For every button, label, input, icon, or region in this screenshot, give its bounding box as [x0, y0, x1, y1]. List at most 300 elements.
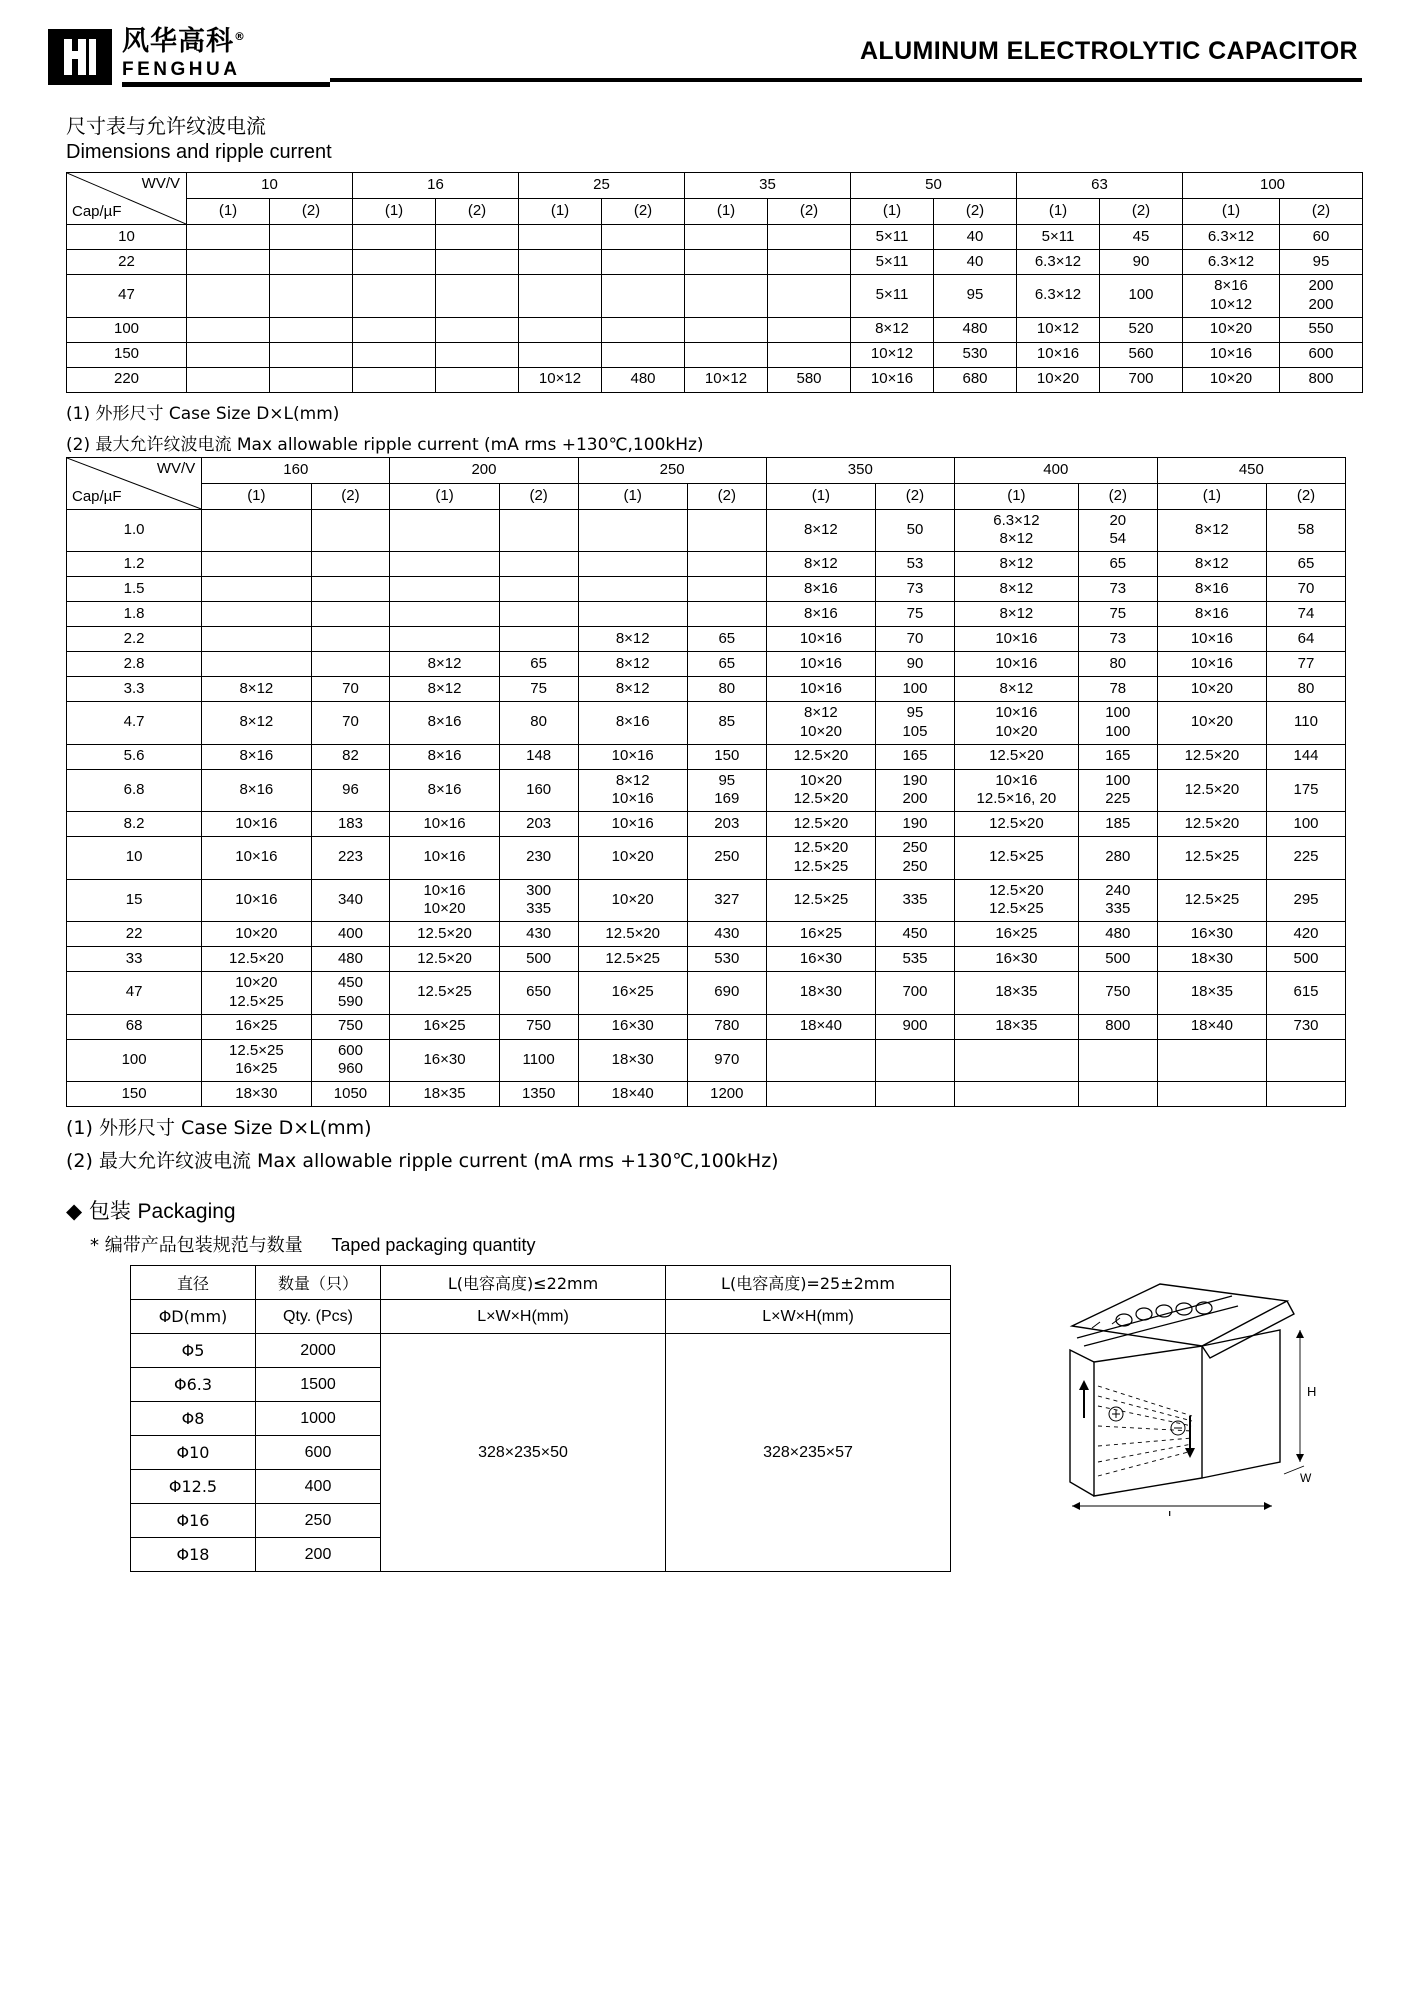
fenghua-logo-mark	[48, 29, 112, 85]
quantity-value: 1500	[256, 1368, 381, 1402]
table-cell	[390, 577, 499, 602]
table-cell: 96	[311, 769, 390, 812]
table-cell	[311, 627, 390, 652]
table-cell: 58	[1267, 509, 1346, 552]
table-cell	[602, 275, 685, 318]
section2-note-2: (2) 最大允许纹波电流 Max allowable ripple current (mA rms +130℃,100kHz)	[66, 1150, 779, 1172]
carton-size-small: 328×235×50	[381, 1334, 666, 1572]
table-cell	[602, 225, 685, 250]
table-cell: 12.5×20	[390, 947, 499, 972]
table-cell: 10×16	[766, 627, 875, 652]
capacitance-value: 100	[67, 317, 187, 342]
table-cell: 90	[1100, 250, 1183, 275]
packaging-title-cn: 包装	[88, 1199, 131, 1223]
table-cell: 16×25	[202, 1014, 311, 1039]
table-cell: 10×16	[1157, 652, 1266, 677]
table-cell: 18×35	[954, 972, 1078, 1015]
table-cell: 530	[934, 342, 1017, 367]
table-cell	[311, 577, 390, 602]
column-subheader: (1)	[390, 483, 499, 509]
column-subheader: (2)	[311, 483, 390, 509]
table-cell: 183	[311, 812, 390, 837]
capacitance-value: 150	[67, 1082, 202, 1107]
table-cell: 240 335	[1078, 879, 1157, 922]
table-cell: 16×25	[578, 972, 687, 1015]
table-cell: 78	[1078, 677, 1157, 702]
table-cell: 6.3×12	[1017, 275, 1100, 318]
table-cell: 480	[1078, 922, 1157, 947]
table-cell: 12.5×20	[202, 947, 311, 972]
table-cell: 60	[1280, 225, 1363, 250]
packaging-col4-header: L(电容高度)=25±2mm	[666, 1266, 951, 1300]
table-cell	[768, 250, 851, 275]
table-row	[67, 652, 1346, 677]
table-cell: 780	[687, 1014, 766, 1039]
table-cell	[187, 275, 270, 318]
table-cell	[353, 250, 436, 275]
column-subheader: (2)	[687, 483, 766, 509]
capacitance-value: 22	[67, 250, 187, 275]
table-cell: 10×16	[578, 744, 687, 769]
table-cell: 16×25	[390, 1014, 499, 1039]
packaging-subheading	[90, 1231, 1362, 1257]
section1-title-cn: 尺寸表与允许纹波电流	[66, 114, 266, 138]
table-cell: 800	[1078, 1014, 1157, 1039]
table-cell: 8×16	[766, 602, 875, 627]
table-cell: 8×16	[1157, 602, 1266, 627]
table-cell: 5×11	[851, 275, 934, 318]
table-cell: 900	[876, 1014, 955, 1039]
table-cell	[519, 275, 602, 318]
table-cell: 90	[876, 652, 955, 677]
packaging-table	[130, 1265, 951, 1572]
bullet-icon: ◆	[66, 1199, 83, 1223]
table-cell: 12.5×20	[954, 812, 1078, 837]
table-cell: 8×16 10×12	[1183, 275, 1280, 318]
table-cell	[390, 509, 499, 552]
column-subheader: (1)	[954, 483, 1078, 509]
table-cell: 5×11	[1017, 225, 1100, 250]
table-cell: 16×30	[578, 1014, 687, 1039]
table-cell: 12.5×20	[390, 922, 499, 947]
table-cell: 5×11	[851, 250, 934, 275]
table-cell: 450	[876, 922, 955, 947]
table-cell	[687, 577, 766, 602]
table-cell: 203	[499, 812, 578, 837]
voltage-header: 35	[685, 173, 851, 199]
table-cell: 110	[1267, 702, 1346, 745]
capacitance-value: 1.5	[67, 577, 202, 602]
table-cell: 16×30	[390, 1039, 499, 1082]
table-cell: 10×16	[202, 879, 311, 922]
table-cell: 10×20 12.5×25	[202, 972, 311, 1015]
table-cell: 10×20	[1017, 367, 1100, 392]
table-row	[67, 812, 1346, 837]
table-cell	[353, 317, 436, 342]
column-subheader: (2)	[1267, 483, 1346, 509]
table-cell: 340	[311, 879, 390, 922]
table-cell: 53	[876, 552, 955, 577]
table-cell: 420	[1267, 922, 1346, 947]
column-subheader: (1)	[187, 199, 270, 225]
table-cell: 12.5×20	[1157, 812, 1266, 837]
table-row	[67, 972, 1346, 1015]
table-cell	[187, 250, 270, 275]
table-cell: 18×35	[390, 1082, 499, 1107]
table-cell: 80	[687, 677, 766, 702]
table-cell: 225	[1267, 837, 1346, 880]
table-cell	[499, 577, 578, 602]
table-cell	[685, 250, 768, 275]
table-cell: 10×16	[390, 812, 499, 837]
voltage-header: 160	[202, 457, 390, 483]
table-cell	[202, 509, 311, 552]
voltage-header: 250	[578, 457, 766, 483]
table-cell	[311, 602, 390, 627]
column-subheader: (2)	[876, 483, 955, 509]
table-row	[67, 577, 1346, 602]
column-subheader: (2)	[1100, 199, 1183, 225]
quantity-value: 600	[256, 1436, 381, 1470]
table-cell	[519, 317, 602, 342]
logo-chinese-name	[122, 25, 330, 57]
table-cell: 12.5×25	[578, 947, 687, 972]
table-row	[67, 837, 1346, 880]
capacitance-value: 33	[67, 947, 202, 972]
table-cell: 73	[1078, 627, 1157, 652]
table-cell: 223	[311, 837, 390, 880]
table-cell: 8×12	[390, 652, 499, 677]
table-cell	[187, 317, 270, 342]
table-cell: 100 225	[1078, 769, 1157, 812]
column-subheader: (1)	[578, 483, 687, 509]
voltage-header: 50	[851, 173, 1017, 199]
table-cell: 280	[1078, 837, 1157, 880]
table-cell: 8×16	[202, 744, 311, 769]
table-cell: 750	[499, 1014, 578, 1039]
packaging-col4-subheader: L×W×H(mm)	[666, 1300, 951, 1334]
star-marker: *	[90, 1235, 99, 1256]
diameter-value: Φ16	[131, 1504, 256, 1538]
table-cell	[390, 602, 499, 627]
table-cell: 6.3×12	[1183, 250, 1280, 275]
table-cell	[578, 602, 687, 627]
table-cell: 95 169	[687, 769, 766, 812]
table-cell: 80	[1078, 652, 1157, 677]
capacitance-value: 68	[67, 1014, 202, 1039]
table-row	[67, 922, 1346, 947]
column-subheader: (2)	[436, 199, 519, 225]
table-cell: 230	[499, 837, 578, 880]
table-cell: 580	[768, 367, 851, 392]
table-cell: 74	[1267, 602, 1346, 627]
table-cell: 16×25	[766, 922, 875, 947]
table-cell	[519, 342, 602, 367]
table-row	[67, 947, 1346, 972]
table-cell: 150	[687, 744, 766, 769]
header-divider	[330, 78, 1362, 82]
table-cell	[519, 250, 602, 275]
company-logo	[48, 25, 330, 87]
table-cell: 6.3×12 8×12	[954, 509, 1078, 552]
table-cell: 73	[876, 577, 955, 602]
table-cell: 450 590	[311, 972, 390, 1015]
table-cell	[768, 317, 851, 342]
table-cell: 10×16	[202, 837, 311, 880]
table-cell: 70	[1267, 577, 1346, 602]
table-cell: 95 105	[876, 702, 955, 745]
quantity-value: 1000	[256, 1402, 381, 1436]
table-cell: 75	[499, 677, 578, 702]
table-cell: 82	[311, 744, 390, 769]
table-cell: 190	[876, 812, 955, 837]
diameter-value: Φ6.3	[131, 1368, 256, 1402]
table-cell: 5×11	[851, 225, 934, 250]
table-cell: 12.5×20	[1157, 744, 1266, 769]
logo-cn-text: 风华高科	[122, 25, 234, 57]
table-cell: 10×12	[685, 367, 768, 392]
table-cell	[202, 552, 311, 577]
table-cell	[768, 342, 851, 367]
table-cell	[390, 552, 499, 577]
table-cell	[390, 627, 499, 652]
table-cell: 1200	[687, 1082, 766, 1107]
table-cell: 560	[1100, 342, 1183, 367]
table-cell	[270, 225, 353, 250]
table-row	[67, 317, 1363, 342]
table-cell: 18×40	[1157, 1014, 1266, 1039]
capacitance-value: 2.8	[67, 652, 202, 677]
voltage-header: 450	[1157, 457, 1345, 483]
table-row	[67, 744, 1346, 769]
table-cell	[685, 275, 768, 318]
table-cell: 160	[499, 769, 578, 812]
table-cell: 10×16	[390, 837, 499, 880]
table-cell: 800	[1280, 367, 1363, 392]
capacitance-value: 15	[67, 879, 202, 922]
table-row	[67, 225, 1363, 250]
table-cell: 10×16	[954, 627, 1078, 652]
table-cell: 18×30	[1157, 947, 1266, 972]
table-cell: 10×16	[1017, 342, 1100, 367]
section1-title-en: Dimensions and ripple current	[66, 141, 332, 163]
table-cell: 430	[687, 922, 766, 947]
registered-mark: ®	[234, 29, 246, 43]
table-cell: 100	[1100, 275, 1183, 318]
table-cell: 1050	[311, 1082, 390, 1107]
table-cell: 1100	[499, 1039, 578, 1082]
table-cell: 10×16 10×20	[390, 879, 499, 922]
table-cell: 12.5×20	[766, 812, 875, 837]
voltage-header: 10	[187, 173, 353, 199]
packaging-row	[131, 1334, 951, 1368]
table-cell	[578, 552, 687, 577]
table-cell: 500	[1078, 947, 1157, 972]
table-cell: 10×12	[519, 367, 602, 392]
table-cell	[499, 602, 578, 627]
table-row	[67, 509, 1346, 552]
table-cell: 10×16	[766, 652, 875, 677]
table-cell: 16×30	[954, 947, 1078, 972]
table-cell	[311, 652, 390, 677]
packaging-sub-en: Taped packaging quantity	[331, 1235, 536, 1255]
table-cell: 40	[934, 225, 1017, 250]
section1-note-2: (2) 最大允许纹波电流 Max allowable ripple current (mA rms +130℃,100kHz)	[66, 434, 704, 455]
capacitance-value: 3.3	[67, 677, 202, 702]
capacitance-value: 8.2	[67, 812, 202, 837]
table-cell: 8×16	[766, 577, 875, 602]
table-cell: 535	[876, 947, 955, 972]
packaging-col3-subheader: L×W×H(mm)	[381, 1300, 666, 1334]
table-cell: 600	[1280, 342, 1363, 367]
column-subheader: (2)	[270, 199, 353, 225]
table-row	[67, 702, 1346, 745]
table-cell: 250	[687, 837, 766, 880]
column-subheader: (1)	[685, 199, 768, 225]
table-cell	[436, 367, 519, 392]
table-cell: 8×12	[390, 677, 499, 702]
table-cell: 10×20	[1183, 317, 1280, 342]
table-cell: 700	[1100, 367, 1183, 392]
table-cell	[954, 1039, 1078, 1082]
table-cell: 700	[876, 972, 955, 1015]
capacitance-value: 100	[67, 1039, 202, 1082]
table-cell: 8×12	[202, 677, 311, 702]
quantity-value: 250	[256, 1504, 381, 1538]
table-cell	[353, 342, 436, 367]
column-subheader: (2)	[768, 199, 851, 225]
table-cell	[270, 317, 353, 342]
table-row	[67, 677, 1346, 702]
table-cell	[311, 552, 390, 577]
table-cell: 20 54	[1078, 509, 1157, 552]
capacitance-value: 6.8	[67, 769, 202, 812]
table-cell	[187, 342, 270, 367]
capacitance-value: 47	[67, 972, 202, 1015]
table-cell: 8×12	[578, 627, 687, 652]
table-cell: 480	[602, 367, 685, 392]
table-cell: 18×35	[954, 1014, 1078, 1039]
table-cell: 18×35	[1157, 972, 1266, 1015]
table-cell: 18×40	[578, 1082, 687, 1107]
page-title: ALUMINUM ELECTROLYTIC CAPACITOR	[859, 36, 1358, 65]
table-row	[67, 552, 1346, 577]
table-cell: 550	[1280, 317, 1363, 342]
logo-english-name: FENGHUA	[122, 58, 241, 80]
table-cell: 430	[499, 922, 578, 947]
table-cell: 12.5×25	[954, 837, 1078, 880]
table-cell: 10×16	[1183, 342, 1280, 367]
table-row	[67, 879, 1346, 922]
capacitance-value: 150	[67, 342, 187, 367]
table-cell: 690	[687, 972, 766, 1015]
carton-label-w: W	[1300, 1471, 1312, 1485]
table-cell: 10×20	[1183, 367, 1280, 392]
table-cell: 165	[1078, 744, 1157, 769]
table-cell: 75	[1078, 602, 1157, 627]
table-cell	[353, 225, 436, 250]
table-cell: 8×16	[578, 702, 687, 745]
table-cell: 750	[311, 1014, 390, 1039]
table-cell	[687, 552, 766, 577]
column-subheader: (2)	[1280, 199, 1363, 225]
table-row	[67, 250, 1363, 275]
capacitance-value: 2.2	[67, 627, 202, 652]
table-cell	[578, 577, 687, 602]
table-cell: 10×16	[202, 812, 311, 837]
table-cell	[766, 1082, 875, 1107]
column-subheader: (1)	[353, 199, 436, 225]
table-cell: 520	[1100, 317, 1183, 342]
table-cell: 8×12	[1157, 552, 1266, 577]
table-cell: 500	[499, 947, 578, 972]
table-cell: 64	[1267, 627, 1346, 652]
section1-note-1: (1) 外形尺寸 Case Size D×L(mm)	[66, 403, 340, 424]
table-cell: 40	[934, 250, 1017, 275]
table-cell: 8×16	[1157, 577, 1266, 602]
table-cell: 10×20 12.5×20	[766, 769, 875, 812]
qty-header-en: Qty. (Pcs)	[256, 1300, 381, 1334]
table-cell: 295	[1267, 879, 1346, 922]
table-cell	[202, 602, 311, 627]
table-cell: 16×25	[954, 922, 1078, 947]
table-cell: 85	[687, 702, 766, 745]
table-cell: 530	[687, 947, 766, 972]
table-cell: 100 100	[1078, 702, 1157, 745]
table-cell	[270, 367, 353, 392]
table-cell: 8×16	[390, 744, 499, 769]
table-cell: 100	[876, 677, 955, 702]
table-cell: 480	[311, 947, 390, 972]
capacitance-value: 10	[67, 225, 187, 250]
capacitance-value: 22	[67, 922, 202, 947]
table-cell	[202, 577, 311, 602]
table-cell: 190 200	[876, 769, 955, 812]
table-cell: 600 960	[311, 1039, 390, 1082]
table-cell: 12.5×20	[766, 744, 875, 769]
table-cell: 65	[687, 652, 766, 677]
table-cell	[436, 225, 519, 250]
carton-label-l: L	[1168, 1508, 1176, 1516]
table-cell	[270, 342, 353, 367]
table-cell	[766, 1039, 875, 1082]
table-cell: 65	[499, 652, 578, 677]
table-cell: 10×20	[1157, 702, 1266, 745]
table-cell: 8×12	[851, 317, 934, 342]
voltage-header: 25	[519, 173, 685, 199]
column-subheader: (1)	[766, 483, 875, 509]
table-cell: 615	[1267, 972, 1346, 1015]
table-cell: 970	[687, 1039, 766, 1082]
table-cell: 45	[1100, 225, 1183, 250]
capacitance-value: 1.0	[67, 509, 202, 552]
table-cell: 8×16	[390, 769, 499, 812]
table-cell: 8×12	[766, 509, 875, 552]
table-cell: 8×12	[1157, 509, 1266, 552]
table-cell: 70	[876, 627, 955, 652]
table-cell: 10×16	[578, 812, 687, 837]
dimensions-table-low-voltage	[66, 172, 1363, 393]
table-cell: 10×20	[578, 837, 687, 880]
table-cell	[685, 342, 768, 367]
table-cell	[499, 509, 578, 552]
table-cell	[1267, 1082, 1346, 1107]
table-cell: 12.5×20 12.5×25	[954, 879, 1078, 922]
table-cell: 10×16 10×20	[954, 702, 1078, 745]
table-cell: 10×20	[202, 922, 311, 947]
table-cell	[436, 250, 519, 275]
capacitance-value: 220	[67, 367, 187, 392]
